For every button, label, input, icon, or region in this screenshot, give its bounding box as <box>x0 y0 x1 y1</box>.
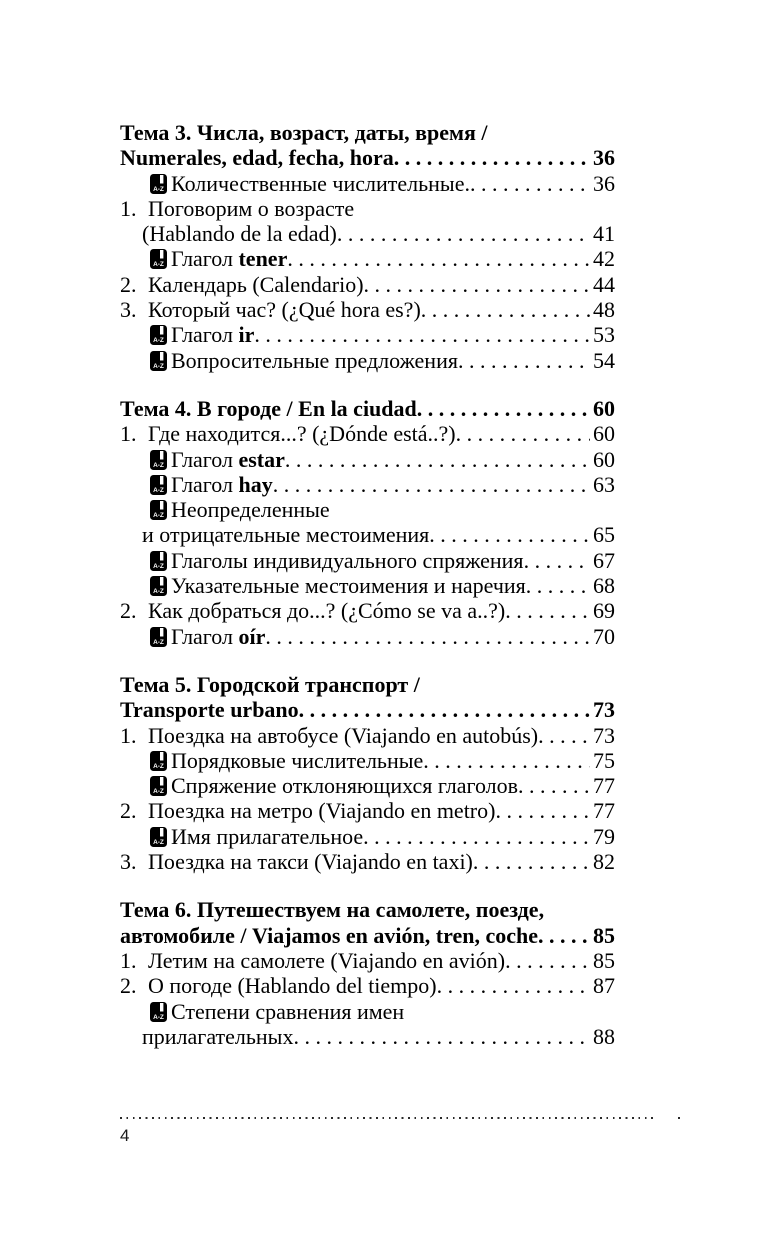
page-number: 36 <box>593 170 615 196</box>
toc-icon <box>120 348 615 373</box>
page-number: 77 <box>593 773 615 799</box>
entry-text: (Hablando de la edad) <box>142 221 337 247</box>
svg-text:A-Z: A-Z <box>153 588 164 596</box>
item-number: 1. <box>120 421 137 447</box>
toc-icon <box>120 748 615 773</box>
entry-text: Как добраться до...? (¿Cómo se va a..?) <box>148 598 506 624</box>
entry-text: A-Z Указательные местоимения и наречия <box>150 573 526 598</box>
entry-text: A-Z Глаголы индивидуального спряжения <box>150 548 524 573</box>
dot-leader <box>363 824 590 849</box>
toc-icon <box>120 624 615 649</box>
svg-text:A-Z: A-Z <box>153 261 164 269</box>
page-number: 44 <box>593 271 615 297</box>
toc-heading <box>120 396 615 421</box>
entry-text: A-Z Имя прилагательное <box>150 824 363 849</box>
toc-icon <box>120 322 615 347</box>
item-number: 2. <box>120 598 137 624</box>
toc-icon <box>120 999 615 1024</box>
toc-item <box>120 297 615 322</box>
toc-heading <box>120 697 615 722</box>
dictionary-icon <box>150 475 167 495</box>
entry-text: A-Z Глагол estar <box>150 447 285 472</box>
dot-leader <box>287 246 590 271</box>
page-number: 54 <box>593 347 615 373</box>
page-number: 79 <box>593 823 615 849</box>
entry-text: Где находится...? (¿Dónde está..?) <box>148 421 456 447</box>
toc-heading <box>120 120 615 145</box>
dot-leader <box>423 748 590 773</box>
svg-text:A-Z: A-Z <box>153 788 164 796</box>
toc-cont <box>120 1024 615 1049</box>
page-number: 60 <box>593 395 615 421</box>
page-number: 82 <box>593 849 615 875</box>
toc-heading <box>120 672 615 697</box>
dot-leader <box>473 849 590 874</box>
svg-text:A-Z: A-Z <box>153 337 164 345</box>
entry-text: Тема 4. В городе / En la ciudad <box>120 395 417 421</box>
toc-heading <box>120 897 615 922</box>
toc-cont <box>120 221 615 246</box>
dot-leader <box>299 697 590 722</box>
entry-text: A-Z Глагол ir <box>150 322 254 347</box>
entry-text: A-Z Степени сравнения имен <box>150 999 404 1024</box>
dot-leader <box>394 145 590 170</box>
toc-icon <box>120 472 615 497</box>
entry-text: A-Z Неопределенные <box>150 497 330 522</box>
toc-icon <box>120 246 615 271</box>
dot-leader <box>538 923 590 948</box>
page-number: 68 <box>593 573 615 599</box>
entry-text: A-Z Глагол oír <box>150 624 265 649</box>
entry-text: и отрицательные местоимения <box>142 522 430 548</box>
entry-text: Transporte urbano <box>120 697 299 723</box>
page-number: 70 <box>593 623 615 649</box>
dictionary-icon <box>150 1002 167 1022</box>
dot-leader <box>524 548 590 573</box>
dot-leader <box>364 272 590 297</box>
page-number: 73 <box>593 722 615 748</box>
dot-leader <box>265 624 590 649</box>
entry-text: A-Z Порядковые числительные <box>150 748 423 773</box>
entry-text: Летим на самолете (Viajando en avión) <box>148 947 506 973</box>
page-number: 87 <box>593 973 615 999</box>
entry-text: О погоде (Hablando del tiempo) <box>148 973 437 999</box>
footer-rule-end-dot <box>678 1117 680 1119</box>
entry-text: A-Z Глагол hay <box>150 472 273 497</box>
dictionary-icon <box>150 351 167 371</box>
dot-leader <box>518 773 590 798</box>
page-number: 75 <box>593 747 615 773</box>
page-number: 77 <box>593 798 615 824</box>
dictionary-icon <box>150 500 167 520</box>
dot-leader <box>505 598 590 623</box>
page-number: 85 <box>593 947 615 973</box>
dot-leader <box>458 348 590 373</box>
entry-text: Тема 6. Путешествуем на самолете, поезде, <box>120 897 545 923</box>
entry-text: Поговорим о возрасте <box>148 195 355 221</box>
dictionary-icon <box>150 827 167 847</box>
dot-leader <box>470 171 590 196</box>
dot-leader <box>285 447 590 472</box>
toc-icon <box>120 497 615 522</box>
dictionary-icon <box>150 751 167 771</box>
svg-text:A-Z: A-Z <box>153 185 164 193</box>
item-number: 2. <box>120 271 137 297</box>
toc-heading <box>120 923 615 948</box>
page-number: 67 <box>593 547 615 573</box>
page-number: 48 <box>593 297 615 323</box>
footer-page-number: 4 <box>120 1126 130 1145</box>
dot-leader <box>495 798 590 823</box>
toc-icon <box>120 171 615 196</box>
toc-icon <box>120 773 615 798</box>
dictionary-icon <box>150 450 167 470</box>
toc-item <box>120 798 615 823</box>
toc-icon <box>120 824 615 849</box>
dictionary-icon <box>150 325 167 345</box>
item-number: 3. <box>120 849 137 875</box>
dot-leader <box>526 573 590 598</box>
toc-item <box>120 196 615 221</box>
toc-item <box>120 723 615 748</box>
toc-heading <box>120 145 615 170</box>
toc-item <box>120 598 615 623</box>
dot-leader <box>417 396 590 421</box>
svg-text:A-Z: A-Z <box>153 486 164 494</box>
page-number: 41 <box>593 221 615 247</box>
entry-text: A-Z Спряжение отклоняющихся глаголов <box>150 773 518 798</box>
page-number: 65 <box>593 522 615 548</box>
dictionary-icon <box>150 174 167 194</box>
dot-leader <box>456 421 590 446</box>
dot-leader <box>538 723 590 748</box>
item-number: 2. <box>120 798 137 824</box>
svg-text:A-Z: A-Z <box>153 512 164 520</box>
svg-text:A-Z: A-Z <box>153 1013 164 1021</box>
entry-text: Тема 3. Числа, возраст, даты, время / <box>120 120 488 145</box>
toc-icon <box>120 573 615 598</box>
dictionary-icon <box>150 576 167 596</box>
entry-text: A-Z Вопросительные предложения <box>150 348 458 373</box>
dot-leader <box>273 472 590 497</box>
entry-text: Numerales, edad, fecha, hora <box>120 145 394 171</box>
entry-text: A-Z Глагол tener <box>150 246 287 271</box>
dot-leader <box>337 221 590 246</box>
page-number: 73 <box>593 697 615 723</box>
page-number: 60 <box>593 446 615 472</box>
svg-text:A-Z: A-Z <box>153 362 164 370</box>
entry-text: Поездка на автобусе (Viajando en autobús) <box>148 722 539 748</box>
dot-leader <box>429 522 590 547</box>
entry-text: Который час? (¿Qué hora es?) <box>148 297 421 323</box>
item-number: 1. <box>120 722 137 748</box>
item-number: 3. <box>120 297 137 323</box>
page-number: 88 <box>593 1023 615 1049</box>
page-number: 53 <box>593 322 615 348</box>
svg-text:A-Z: A-Z <box>153 461 164 469</box>
dictionary-icon <box>150 627 167 647</box>
dictionary-icon <box>150 551 167 571</box>
entry-text: A-Z Количественные числительные. <box>150 171 470 196</box>
entry-text: Поездка на метро (Viajando en metro) <box>148 798 496 824</box>
toc-item <box>120 272 615 297</box>
toc-item <box>120 948 615 973</box>
entry-text: Поездка на такси (Viajando en taxi) <box>148 849 473 875</box>
dictionary-icon <box>150 249 167 269</box>
entry-text: Календарь (Calendario) <box>148 271 364 297</box>
svg-text:A-Z: A-Z <box>153 762 164 770</box>
footer-dotted-rule <box>120 1117 653 1119</box>
page-number: 42 <box>593 246 615 272</box>
toc-icon <box>120 548 615 573</box>
page-number: 85 <box>593 922 615 948</box>
dot-leader <box>421 297 590 322</box>
dictionary-icon <box>150 776 167 796</box>
svg-text:A-Z: A-Z <box>153 838 164 846</box>
page-number: 69 <box>593 598 615 624</box>
dot-leader <box>254 322 590 347</box>
entry-text: Тема 5. Городской транспорт / <box>120 671 420 697</box>
dot-leader <box>505 948 590 973</box>
toc-item <box>120 973 615 998</box>
toc-cont <box>120 522 615 547</box>
toc-icon <box>120 447 615 472</box>
page-number: 63 <box>593 471 615 497</box>
toc-item <box>120 849 615 874</box>
item-number: 1. <box>120 947 137 973</box>
toc <box>120 120 615 1049</box>
svg-text:A-Z: A-Z <box>153 638 164 646</box>
item-number: 2. <box>120 973 137 999</box>
toc-item <box>120 421 615 446</box>
dot-leader <box>437 973 590 998</box>
item-number: 1. <box>120 195 137 221</box>
entry-text: прилагательных <box>142 1023 294 1049</box>
svg-text:A-Z: A-Z <box>153 562 164 570</box>
entry-text: автомобиле / Viajamos en avión, tren, coche <box>120 922 538 948</box>
page-number: 36 <box>593 145 615 171</box>
dot-leader <box>293 1024 590 1049</box>
page-number: 60 <box>593 421 615 447</box>
